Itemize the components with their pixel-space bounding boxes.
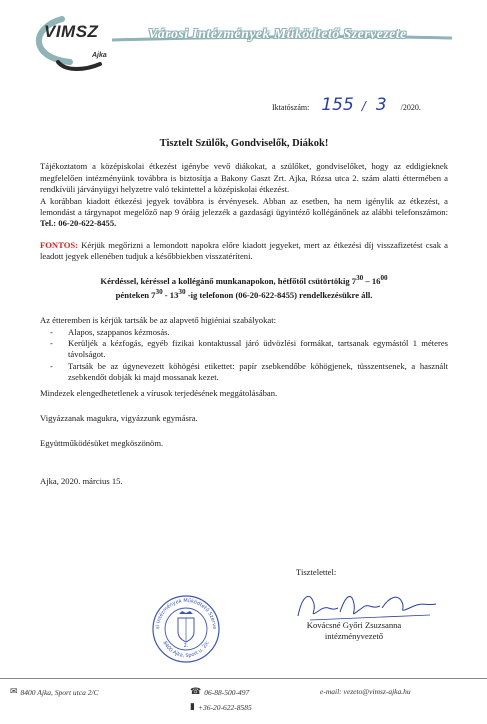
signer-info [290, 620, 418, 642]
hours2-dash: - 13 [162, 289, 179, 300]
list-item: - Tartsák be az úgynevezett köhögési etikettet: papír zsebkendőbe köhögjenek, tüsszentsenek, a használt zsebkendőt dobják ki majd mossanak kezet. [60, 361, 448, 384]
logo-text: VIMSZ [44, 22, 99, 41]
footer-address-text: 8400 Ajka, Sport utca 2/C [20, 687, 99, 697]
signer-role: intézményvezető [324, 631, 384, 641]
hygiene-rules-list [40, 327, 448, 384]
footer-phone-text: 06-88-500-497 [204, 687, 250, 697]
stamp-ring-text: si Intézmények Működtető Szerve [154, 597, 218, 630]
footer-email-text: e-mail: vezeto@vimsz-ajka.hu [320, 687, 411, 696]
signer-name: Kovácsné Győri Zsuzsanna [306, 620, 402, 630]
reference-handwritten-sub: 3 [375, 95, 387, 115]
hours1-text: Kérdéssel, kéréssel a kollégánő munkanapokon, hétfőtől csütörtökig 7 [100, 275, 357, 286]
tickets-phone: Tel.: 06-20-622-8455. [40, 218, 117, 229]
paragraph-tickets [40, 196, 448, 230]
necessity-line: Mindezek elengedhetetlenek a vírusok terjedésének meggátolásában. [40, 387, 278, 398]
hours1-end-minutes: 00 [380, 273, 388, 282]
hours2-text: pénteken 7 [115, 289, 156, 300]
hours2-start-minutes: 30 [155, 287, 163, 296]
list-item: - Kerüljék a kézfogás, egyéb fizikai kontaktussal járó üdvözlési formákat, tartsanak egymástól 1 méteres távolságot. [60, 338, 448, 361]
reference-number [272, 95, 421, 115]
reference-year: /2020. [400, 103, 421, 112]
office-hours-line2 [40, 287, 448, 301]
care-line: Vigyázzanak magukra, vigyázzunk egymásra. [40, 413, 198, 424]
hygiene-intro: Az étteremben is kérjük tartsák be az alapvető higiéniai szabályokat: [40, 315, 276, 326]
mobile-icon: ▮ [190, 702, 195, 712]
hours1-dash: – 16 [363, 275, 381, 286]
office-hours-line1 [40, 273, 448, 287]
notice-text: Kérjük megőrizni a lemondott napokra előre kiadott jegyeket, mert az étkezési díj visszafizetést csak a leadott jegyek ellenében tudjuk a későbbiekben visszatéríteni. [40, 239, 448, 262]
notice-paragraph [40, 240, 448, 263]
stamp-bottom-text: 8400 Ajka, Sport u. 2/c [161, 640, 211, 660]
logo-swoosh-icon [0, 0, 487, 92]
letterhead [0, 0, 487, 92]
footer-address [10, 687, 99, 697]
hours2-end-minutes: 30 [178, 287, 186, 296]
reference-handwritten-number: 155 [321, 95, 354, 115]
footer-phone [190, 687, 249, 697]
salutation: Tisztelt Szülők, Gondviselők, Diákok! [159, 138, 329, 149]
official-stamp-icon [151, 594, 221, 664]
organization-title: Városi Intézmények Működtető Szervezete [148, 27, 407, 42]
footer-email [320, 687, 411, 696]
stamp-number: 2. [183, 643, 189, 649]
svg-text:Városi Intézmények Működtető S [151, 594, 217, 629]
envelope-icon: ✉ [10, 687, 18, 697]
letter-body [40, 138, 448, 487]
logo-subtitle: Ajka [92, 52, 107, 59]
telephone-icon: ☎ [190, 687, 202, 697]
footer-fax-text: +36-20-622-8585 [197, 702, 252, 712]
reference-label: Iktatószám: [272, 103, 310, 112]
reference-separator: / [361, 99, 366, 113]
hours1-start-minutes: 30 [356, 273, 364, 282]
notice-label: FONTOS: [40, 239, 79, 250]
signature-block [0, 560, 487, 670]
thanks-line: Együttműködésüket megköszönöm. [40, 438, 164, 449]
page-footer [0, 678, 487, 724]
tickets-text: A korábban kiadott étkezési jegyek továbbra is érvényesek. Abban az esetben, ha nem igénylik az étkezést, a lemondást a tárgynapot megelőző nap 9 óráig jelezzék a gazdasági ügyintéző kollégánőnek az alábbi telefonszámon: [40, 195, 448, 218]
paragraph-info: Tájékoztatom a középiskolai étkezést igénybe vevő diákokat, a szülőket, gondviselőket, hogy az eddigieknek megfelelően intézményünk továbbra is biztosítja a Bakony Gaszt Zrt. Ajka, Rózsa utca 2. szám alatti éttermében a rendkívüli járványügyi helyzetre való tekintettel a középiskolai étkezést. [40, 161, 448, 195]
hours2-tail: -ig telefonon (06-20-622-8455) rendelkezésükre áll. [185, 289, 373, 300]
footer-fax [190, 702, 252, 712]
place-date: Ajka, 2020. március 15. [40, 475, 123, 486]
list-item: - Alapos, szappanos kézmosás. [60, 327, 448, 338]
closing-phrase: Tisztelettel: [296, 567, 337, 577]
